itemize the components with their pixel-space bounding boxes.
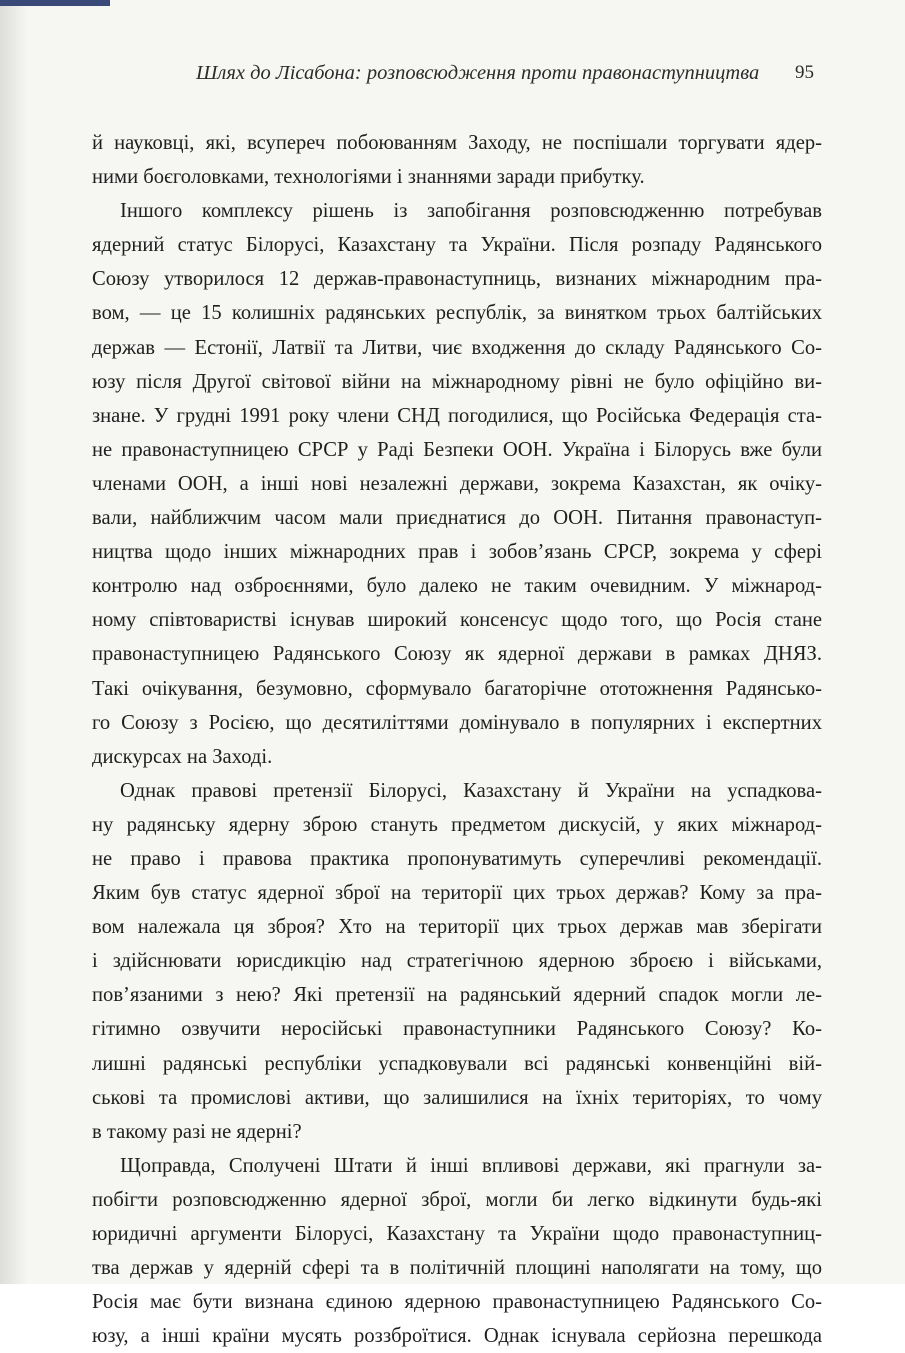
text-line: Росія має бути визнана єдиною ядерною правонаступницею Радянського Со- bbox=[92, 1291, 822, 1314]
gutter-shadow bbox=[0, 0, 28, 1284]
text-line: вали, найближчим часом мали приєднатися до ООН. Питання правонаступ- bbox=[92, 507, 822, 530]
running-head bbox=[92, 62, 814, 92]
text-line: Іншого комплексу рішень із запобігання розповсюдженню потребував bbox=[120, 200, 822, 223]
text-line: ну радянську ядерну зброю стануть предметом дискусій, у яких міжнарод- bbox=[92, 813, 822, 836]
text-line: контролю над озброєннями, було далеко не таким очевидним. У міжнарод- bbox=[92, 575, 822, 598]
text-line: юридичні аргументи Білорусі, Казахстану та України щодо правонаступниц- bbox=[92, 1223, 822, 1245]
text-line: гітимно озвучити неросійські правонаступники Радянського Союзу? Ко- bbox=[92, 1018, 822, 1041]
text-line: побігти розповсюдженню ядерної зброї, могли би легко відкинути будь-які bbox=[92, 1188, 822, 1211]
text-line: юзу після Другої світової війни на міжнародному рівні не було офіційно ви- bbox=[92, 370, 822, 393]
text-line: держав — Естонії, Латвії та Литви, чиє входження до складу Радянського Со- bbox=[92, 336, 822, 359]
text-line: ськові та промислові активи, що залишилися на їхніх територіях, то чому bbox=[92, 1086, 822, 1109]
text-line: дискурсах на Заході. bbox=[92, 745, 273, 768]
text-line: Щоправда, Сполучені Штати й інші впливові держави, які прагнули за- bbox=[120, 1154, 822, 1177]
text-line: знане. У грудні 1991 року члени СНД погодилися, що Російська Федерація ста- bbox=[92, 404, 822, 427]
corner-mark bbox=[0, 0, 110, 6]
text-line: правонаступницею Радянського Союзу як ядерної держави в рамках ДНЯЗ. bbox=[92, 643, 822, 666]
text-line: й науковці, які, всупереч побоюванням Заходу, не поспішали торгувати ядер- bbox=[92, 132, 822, 154]
text-line: в такому разі не ядерні? bbox=[92, 1120, 302, 1143]
text-line: ництва щодо інших міжнародних прав і зобов’язань СРСР, зокрема у сфері bbox=[92, 541, 822, 564]
running-head-title: Шлях до Лісабона: розповсюдження проти правонаступництва bbox=[196, 62, 760, 84]
text-line: і здійснювати юрисдикцію над стратегічною ядерною зброєю і військами, bbox=[92, 950, 822, 973]
text-line: Однак правові претензії Білорусі, Казахстану й України на успадкова- bbox=[120, 779, 822, 802]
paragraph bbox=[92, 126, 822, 194]
text-line: ядерний статус Білорусі, Казахстану та України. Після розпаду Радянського bbox=[92, 234, 822, 257]
body-text bbox=[92, 126, 822, 1353]
text-line: ними боєголовками, технологіями і знаннями заради прибутку. bbox=[92, 166, 645, 189]
paragraph bbox=[92, 774, 822, 1149]
text-line: вом, — це 15 колишніх радянських республік, за винятком трьох балтійських bbox=[92, 302, 822, 325]
text-line: юзу, а інші країни мусять роззброїтися. Однак існувала серйозна перешкода bbox=[92, 1325, 822, 1348]
text-line: ному співтоваристві існував широкий консенсус щодо того, що Росія стане bbox=[92, 609, 822, 632]
paragraph bbox=[92, 194, 822, 774]
paragraph bbox=[92, 1149, 822, 1353]
text-line: лишні радянські республіки успадковували всі радянські конвенційні вій- bbox=[92, 1052, 822, 1075]
text-line: Яким був статус ядерної зброї на території цих трьох держав? Кому за пра- bbox=[92, 882, 822, 905]
text-line: не правонаступницею СРСР у Раді Безпеки ООН. Україна і Білорусь вже були bbox=[92, 438, 822, 461]
text-line: го Союзу з Росією, що десятиліттями домінувало в популярних і експертних bbox=[92, 711, 822, 734]
text-line: тва держав у ядерній сфері та в політичній площині наполягати на тому, що bbox=[92, 1257, 822, 1280]
text-line: пов’язаними з нею? Які претензії на радянський ядерний спадок могли ле- bbox=[92, 984, 822, 1007]
text-line: членами ООН, а інші нові незалежні держави, зокрема Казахстан, як очіку- bbox=[92, 472, 822, 495]
text-line: не право і правова практика пропонуватимуть суперечливі рекомендації. bbox=[92, 847, 822, 870]
text-line: Такі очікування, безумовно, сформувало багаторічне ототожнення Радянсько- bbox=[92, 677, 822, 700]
text-line: Союзу утворилося 12 держав-правонаступниць, визнаних міжнародним пра- bbox=[92, 268, 822, 291]
page-number: 95 bbox=[795, 62, 814, 83]
text-line: вом належала ця зброя? Хто на території цих трьох держав мав зберігати bbox=[92, 916, 822, 939]
